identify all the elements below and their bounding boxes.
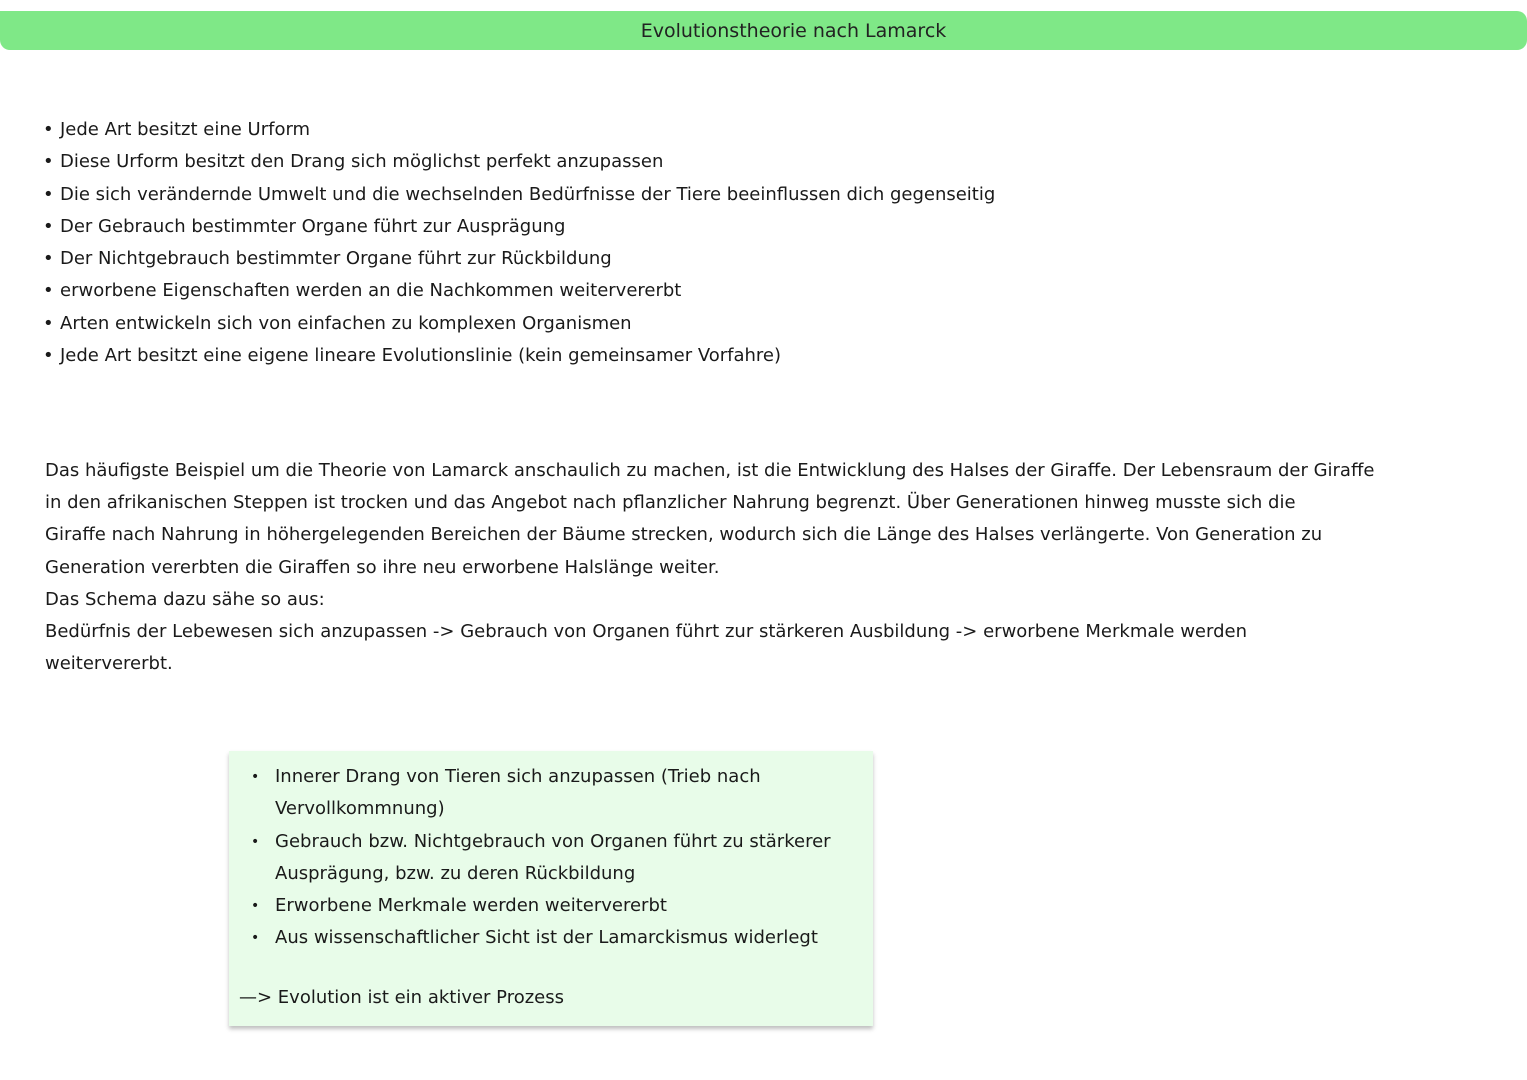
theory-bullet-list bbox=[43, 114, 1143, 372]
summary-list bbox=[251, 761, 851, 955]
bullet-item bbox=[43, 243, 1143, 275]
bullet-item bbox=[43, 308, 1143, 340]
paragraph-line: Generation vererbten die Giraffen so ihre neu erworbene Halslänge weiter. bbox=[45, 556, 720, 578]
page-title: Evolutionstheorie nach Lamarck bbox=[640, 19, 947, 42]
bullet-marker: • bbox=[251, 930, 260, 947]
summary-item-text: Innerer Drang von Tieren sich anzupassen (Trieb nach Vervollkommnung) bbox=[275, 766, 761, 820]
bullet-text: Jede Art besitzt eine eigene lineare Evolutionslinie (kein gemeinsamer Vorfahre) bbox=[60, 345, 782, 367]
summary-item-text: Aus wissenschaftlicher Sicht ist der Lamarckismus widerlegt bbox=[275, 927, 818, 949]
bullet-item bbox=[43, 179, 1143, 211]
summary-item-text: Gebrauch bzw. Nichtgebrauch von Organen führt zu stärkerer Ausprägung, bzw. zu deren Rückbildung bbox=[275, 830, 831, 884]
paragraph-line: weitervererbt. bbox=[45, 653, 173, 675]
bullet-marker: • bbox=[43, 345, 54, 367]
bullet-marker: • bbox=[43, 312, 54, 334]
bullet-text: Die sich verändernde Umwelt und die wechselnden Bedürfnisse der Tiere beeinflussen dich gegenseitig bbox=[60, 183, 996, 205]
bullet-text: Der Nichtgebrauch bestimmter Organe führt zur Rückbildung bbox=[60, 248, 612, 270]
bullet-marker: • bbox=[251, 898, 260, 915]
summary-item bbox=[251, 826, 851, 891]
bullet-item bbox=[43, 114, 1143, 146]
summary-box bbox=[229, 751, 873, 1026]
summary-item bbox=[251, 922, 851, 954]
giraffe-example-paragraph bbox=[45, 455, 1375, 680]
bullet-text: Jede Art besitzt eine Urform bbox=[60, 119, 311, 140]
bullet-marker: • bbox=[43, 248, 54, 270]
bullet-marker: • bbox=[43, 151, 54, 173]
paragraph-line: Giraffe nach Nahrung in höhergelegenden Bereichen der Bäume strecken, wodurch sich die Länge des Halses verlängerte. Von Generation zu bbox=[45, 524, 1323, 546]
bullet-marker: • bbox=[251, 833, 260, 850]
bullet-text: Der Gebrauch bestimmter Organe führt zur Ausprägung bbox=[60, 215, 566, 237]
bullet-marker: • bbox=[43, 183, 54, 205]
paragraph-line: Das Schema dazu sähe so aus: bbox=[45, 588, 325, 610]
bullet-text: Arten entwickeln sich von einfachen zu komplexen Organismen bbox=[60, 312, 632, 334]
paragraph-line: Das häufigste Beispiel um die Theorie von Lamarck anschaulich zu machen, ist die Entwicklung des Halses der Giraffe. Der Lebensraum der Giraffe bbox=[45, 460, 1375, 481]
summary-item bbox=[251, 890, 851, 922]
bullet-item bbox=[43, 340, 1143, 372]
paragraph-line: in den afrikanischen Steppen ist trocken und das Angebot nach pflanzlicher Nahrung begrenzt. Über Generationen hinweg musste sich die bbox=[45, 492, 1296, 514]
bullet-marker: • bbox=[43, 280, 54, 302]
summary-conclusion: —> Evolution ist ein aktiver Prozess bbox=[239, 987, 565, 1008]
bullet-text: Diese Urform besitzt den Drang sich möglichst perfekt anzupassen bbox=[60, 151, 664, 173]
bullet-item bbox=[43, 275, 1143, 307]
bullet-marker: • bbox=[251, 769, 260, 785]
summary-item-text: Erworbene Merkmale werden weitervererbt bbox=[275, 895, 667, 917]
bullet-text: erworbene Eigenschaften werden an die Nachkommen weitervererbt bbox=[60, 280, 682, 302]
title-bar bbox=[0, 11, 1527, 50]
bullet-marker: • bbox=[43, 215, 54, 237]
bullet-marker: • bbox=[43, 119, 54, 140]
bullet-item bbox=[43, 211, 1143, 243]
paragraph-line: Bedürfnis der Lebewesen sich anzupassen -> Gebrauch von Organen führt zur stärkeren Ausbildung -> erworbene Merkmale werden bbox=[45, 621, 1247, 643]
summary-item bbox=[251, 761, 851, 826]
bullet-item bbox=[43, 146, 1143, 178]
